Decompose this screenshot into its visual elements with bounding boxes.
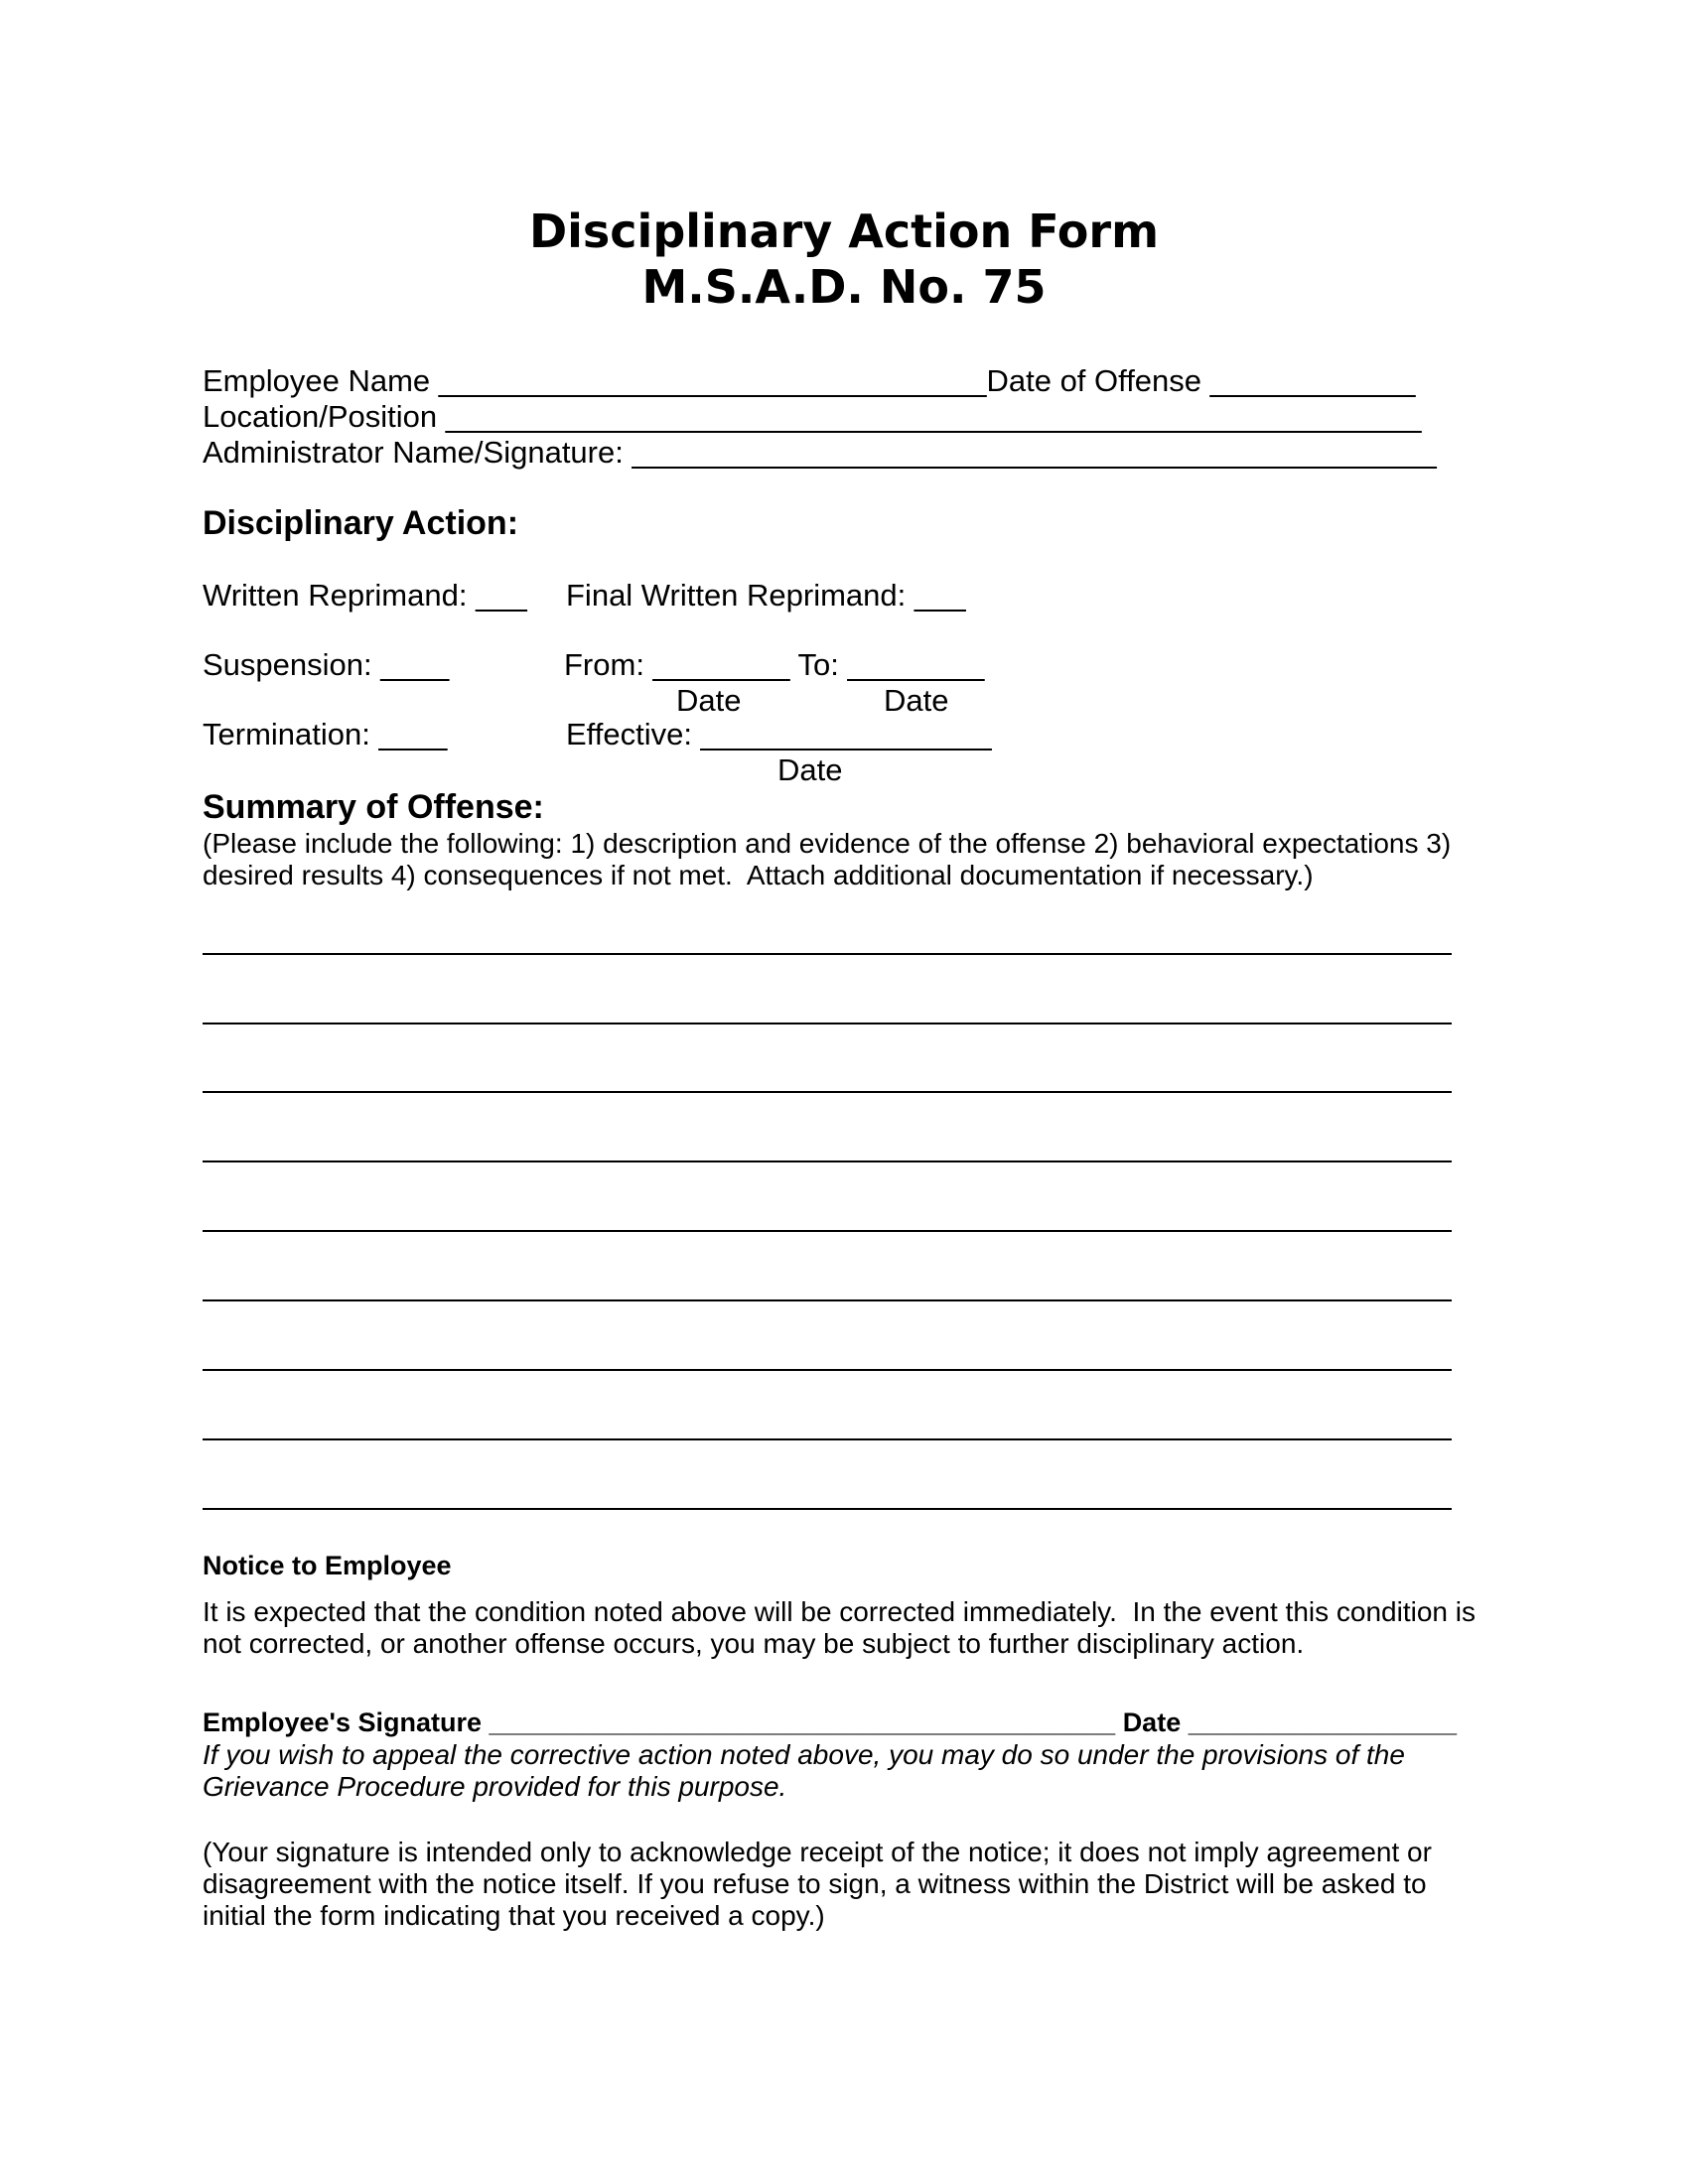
appeal-text-line: Grievance Procedure provided for this purpose. — [203, 1771, 787, 1802]
effective-date-field[interactable]: Effective: _________________ — [566, 717, 992, 751]
from-date-label: Date — [676, 683, 742, 718]
summary-writing-line[interactable] — [203, 1230, 1452, 1232]
page-title: Disciplinary Action Form — [528, 205, 1160, 258]
summary-writing-line[interactable] — [203, 1091, 1452, 1093]
summary-writing-line[interactable] — [203, 1369, 1452, 1371]
employee-signature-field[interactable]: Employee's Signature __________________________________________ Date __________________ — [203, 1707, 1458, 1737]
page-subtitle: M.S.A.D. No. 75 — [641, 260, 1047, 314]
notice-heading: Notice to Employee — [203, 1551, 452, 1580]
summary-writing-line[interactable] — [203, 1023, 1452, 1024]
summary-instructions-line: (Please include the following: 1) description and evidence of the offense 2) behavioral expectations 3) — [203, 828, 1452, 859]
summary-writing-line[interactable] — [203, 953, 1452, 955]
administrator-signature-field[interactable]: Administrator Name/Signature: _______________________________________________ — [203, 435, 1437, 470]
notice-text-line: not corrected, or another offense occurs, you may be subject to further disciplinary action. — [203, 1628, 1305, 1659]
suspension-from-to-field[interactable]: From: ________ To: ________ — [564, 647, 985, 682]
summary-instructions-line: desired results 4) consequences if not met. Attach additional documentation if necessary.) — [203, 860, 1314, 890]
written-reprimand-field[interactable]: Written Reprimand: ___ — [203, 578, 527, 613]
acknowledgement-text-line: disagreement with the notice itself. If you refuse to sign, a witness within the District will be asked to — [203, 1868, 1427, 1899]
notice-text-line: It is expected that the condition noted above will be corrected immediately. In the event this condition is — [203, 1596, 1476, 1627]
effective-date-label: Date — [777, 752, 843, 787]
appeal-text-line: If you wish to appeal the corrective action noted above, you may do so under the provisions of the — [203, 1739, 1405, 1770]
termination-field[interactable]: Termination: ____ — [203, 717, 448, 751]
acknowledgement-text-line: (Your signature is intended only to acknowledge receipt of the notice; it does not imply agreement or — [203, 1837, 1432, 1867]
to-date-label: Date — [884, 683, 949, 718]
summary-heading: Summary of Offense: — [203, 788, 544, 826]
acknowledgement-text-line: initial the form indicating that you received a copy.) — [203, 1900, 825, 1931]
suspension-field[interactable]: Suspension: ____ — [203, 647, 450, 682]
employee-name-field[interactable]: Employee Name ________________________________Date of Offense ____________ — [203, 363, 1416, 398]
location-position-field[interactable]: Location/Position _________________________________________________________ — [203, 399, 1422, 434]
summary-writing-line[interactable] — [203, 1438, 1452, 1440]
summary-writing-line[interactable] — [203, 1508, 1452, 1510]
final-written-reprimand-field[interactable]: Final Written Reprimand: ___ — [566, 578, 966, 613]
summary-writing-line[interactable] — [203, 1160, 1452, 1162]
disciplinary-action-heading: Disciplinary Action: — [203, 504, 519, 542]
summary-writing-line[interactable] — [203, 1299, 1452, 1301]
